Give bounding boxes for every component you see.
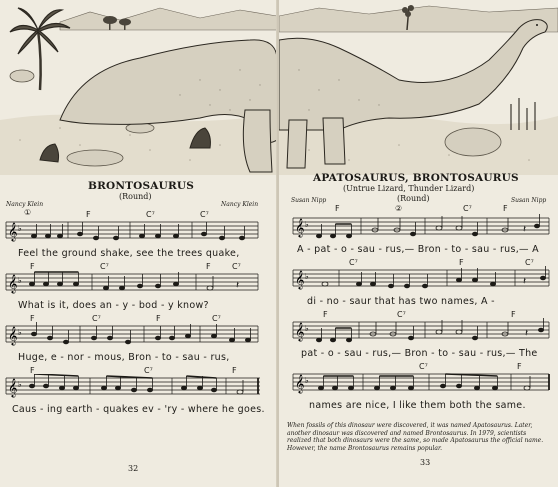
- right-page: [279, 0, 558, 487]
- song-title: BRONTOSAURUS: [88, 180, 195, 192]
- page-number: 32: [128, 464, 139, 473]
- composer-credit: Susan Nipp: [511, 197, 547, 204]
- chord-label: C⁷: [349, 258, 358, 267]
- chord-label: C⁷: [146, 210, 155, 219]
- svg-text:𝄞: 𝄞: [8, 274, 18, 293]
- chord-label: F: [156, 314, 161, 323]
- chord-label: F: [86, 210, 91, 219]
- staff: [279, 370, 558, 402]
- svg-text:𝄽: 𝄽: [523, 224, 527, 235]
- chord-label: F: [517, 362, 522, 371]
- chord-label: F: [30, 314, 35, 323]
- chord-label: C⁷: [525, 258, 534, 267]
- footnote: When fossils of this dinosaur were discovered, it was named Apatosaurus. Later, another dinosaur was discovered and named Brontosaurus. In 1979, scientists realized that both dinosaurs were the same, so made Apatosaurus the official name. However, the name Brontosaurus remains popular.: [287, 422, 544, 452]
- chord-label: C⁷: [144, 366, 153, 375]
- lyric-line: What is it, does an - y - bod - y know?: [18, 300, 209, 311]
- svg-text:𝄞: 𝄞: [8, 378, 18, 397]
- svg-text:𝄞: 𝄞: [295, 322, 305, 341]
- svg-text:𝄽: 𝄽: [236, 280, 240, 291]
- lyric-line: Feel the ground shake, see the trees quake,: [18, 248, 240, 259]
- staff: [0, 218, 277, 252]
- page-number: 33: [420, 458, 431, 467]
- lyric-line: A - pat - o - sau - rus,— Bron - to - sau - rus,— A: [297, 244, 539, 255]
- svg-text:♭: ♭: [18, 224, 22, 233]
- staff: [0, 322, 277, 352]
- lyric-line: Caus - ing earth - quakes ev - 'ry - where he goes.: [12, 404, 265, 415]
- svg-text:♭: ♭: [305, 220, 309, 229]
- chord-label: F: [30, 262, 35, 271]
- left-page: [0, 0, 277, 487]
- chord-label: ①: [24, 208, 32, 217]
- staff: [279, 318, 558, 350]
- svg-text:𝄞: 𝄞: [8, 222, 18, 241]
- svg-text:𝄽: 𝄽: [525, 328, 529, 339]
- staff: [0, 270, 277, 300]
- lyric-line: names are nice, I like them both the same.: [309, 400, 526, 411]
- song-subtitle: (Round): [119, 192, 152, 201]
- chord-label: C⁷: [232, 262, 241, 271]
- svg-text:♭: ♭: [18, 380, 22, 389]
- chord-label: C⁷: [92, 314, 101, 323]
- song-round-label: (Round): [397, 194, 430, 203]
- chord-label: F: [335, 204, 340, 213]
- chord-label: F: [30, 366, 35, 375]
- chord-label: F: [503, 204, 508, 213]
- lyric-line: Huge, e - nor - mous, Bron - to - sau - rus,: [18, 352, 230, 363]
- svg-text:𝄞: 𝄞: [8, 326, 18, 345]
- chord-label: C⁷: [419, 362, 428, 371]
- chord-label: F: [232, 366, 237, 375]
- chord-label: C⁷: [463, 204, 472, 213]
- svg-text:𝄞: 𝄞: [295, 374, 305, 393]
- lyric-line: di - no - saur that has two names, A -: [307, 296, 495, 307]
- chord-label: ②: [395, 204, 403, 213]
- svg-text:♭: ♭: [18, 276, 22, 285]
- song-title: APATOSAURUS, BRONTOSAURUS: [313, 172, 519, 184]
- svg-text:𝄞: 𝄞: [295, 218, 305, 237]
- svg-text:♭: ♭: [18, 328, 22, 337]
- chord-label: F: [511, 310, 516, 319]
- chord-label: C⁷: [100, 262, 109, 271]
- chord-label: C⁷: [397, 310, 406, 319]
- lyricist-credit: Nancy Klein: [6, 201, 44, 208]
- dinosaur-illustration-left: [0, 0, 277, 175]
- svg-text:𝄽: 𝄽: [523, 276, 527, 287]
- staff: [0, 374, 277, 404]
- chord-label: C⁷: [200, 210, 209, 219]
- chord-label: C⁷: [212, 314, 221, 323]
- chord-label: F: [323, 310, 328, 319]
- staff: [279, 266, 558, 298]
- svg-text:𝄞: 𝄞: [295, 270, 305, 289]
- svg-text:♭: ♭: [305, 272, 309, 281]
- svg-text:♭: ♭: [305, 376, 309, 385]
- lyric-line: pat - o - sau - rus,— Bron - to - sau - rus,— The: [301, 348, 538, 359]
- dinosaur-illustration-right: [279, 0, 558, 175]
- composer-credit: Nancy Klein: [221, 201, 259, 208]
- svg-text:♭: ♭: [305, 324, 309, 333]
- song-subtitle: (Untrue Lizard, Thunder Lizard): [343, 184, 475, 193]
- chord-label: F: [459, 258, 464, 267]
- chord-label: F: [206, 262, 211, 271]
- lyricist-credit: Susan Nipp: [291, 197, 327, 204]
